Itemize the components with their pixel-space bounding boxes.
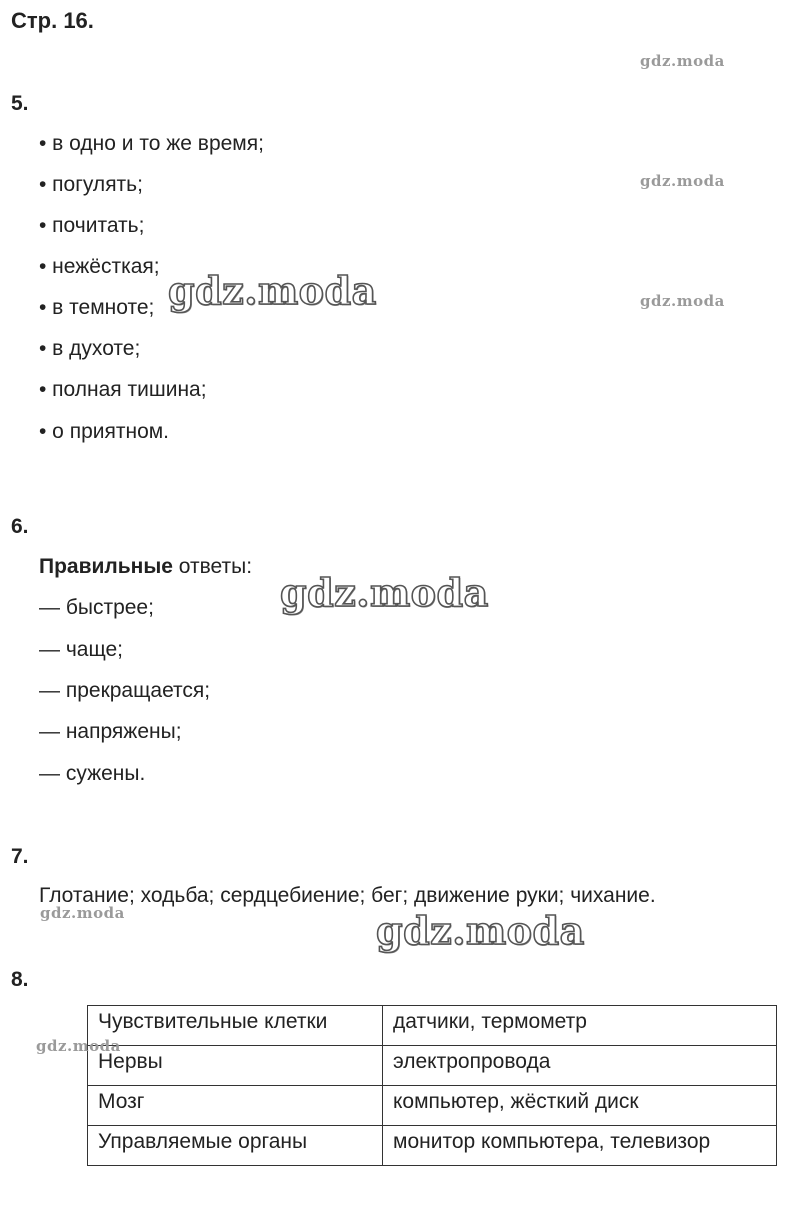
task-6-item: — напряжены; <box>39 720 182 743</box>
table-cell: Управляемые органы <box>88 1126 383 1166</box>
watermark: gdz.moda <box>168 268 377 313</box>
comparison-table <box>87 1005 777 1166</box>
table-row <box>88 1046 777 1086</box>
table-cell: Чувствительные клетки <box>88 1006 383 1046</box>
table-cell: Мозг <box>88 1086 383 1126</box>
task-6-intro-bold: Правильные <box>39 555 173 578</box>
task-5-item: • в духоте; <box>39 337 141 360</box>
task-6-intro-rest: ответы: <box>172 555 253 578</box>
task-6-item: — сужены. <box>39 762 146 785</box>
table-cell: Нервы <box>88 1046 383 1086</box>
task-6-intro <box>39 555 252 579</box>
task-5-item: • о приятном. <box>39 420 170 443</box>
watermark: gdz.moda <box>640 52 725 70</box>
watermark: gdz.moda <box>640 172 725 190</box>
page-title: Стр. 16. <box>11 8 94 33</box>
table-cell: монитор компьютера, телевизор <box>383 1126 777 1166</box>
task-6-item: — прекращается; <box>39 679 211 702</box>
task-7-text: Глотание; ходьба; сердцебиение; бег; движение руки; чихание. <box>39 884 656 907</box>
table-cell: датчики, термометр <box>383 1006 777 1046</box>
task-5-item: • погулять; <box>39 173 143 196</box>
watermark: gdz.moda <box>376 908 585 953</box>
task-5-item: • почитать; <box>39 214 145 237</box>
table-cell: компьютер, жёсткий диск <box>383 1086 777 1126</box>
watermark: gdz.moda <box>280 570 489 615</box>
table-row <box>88 1006 777 1046</box>
task-5-number: 5. <box>11 92 29 115</box>
task-5-item: • в одно и то же время; <box>39 132 264 155</box>
table-row <box>88 1086 777 1126</box>
task-6-item: — чаще; <box>39 638 124 661</box>
task-6-number: 6. <box>11 515 29 538</box>
table-cell: электропровода <box>383 1046 777 1086</box>
task-6-item: — быстрее; <box>39 596 154 619</box>
watermark: gdz.moda <box>36 1037 121 1055</box>
task-5-item: • нежёсткая; <box>39 255 160 278</box>
task-5-item: • в темноте; <box>39 296 155 319</box>
task-8-number: 8. <box>11 968 29 991</box>
watermark: gdz.moda <box>40 904 125 922</box>
table-row <box>88 1126 777 1166</box>
task-7-number: 7. <box>11 845 29 868</box>
task-5-item: • полная тишина; <box>39 378 207 401</box>
watermark: gdz.moda <box>640 292 725 310</box>
